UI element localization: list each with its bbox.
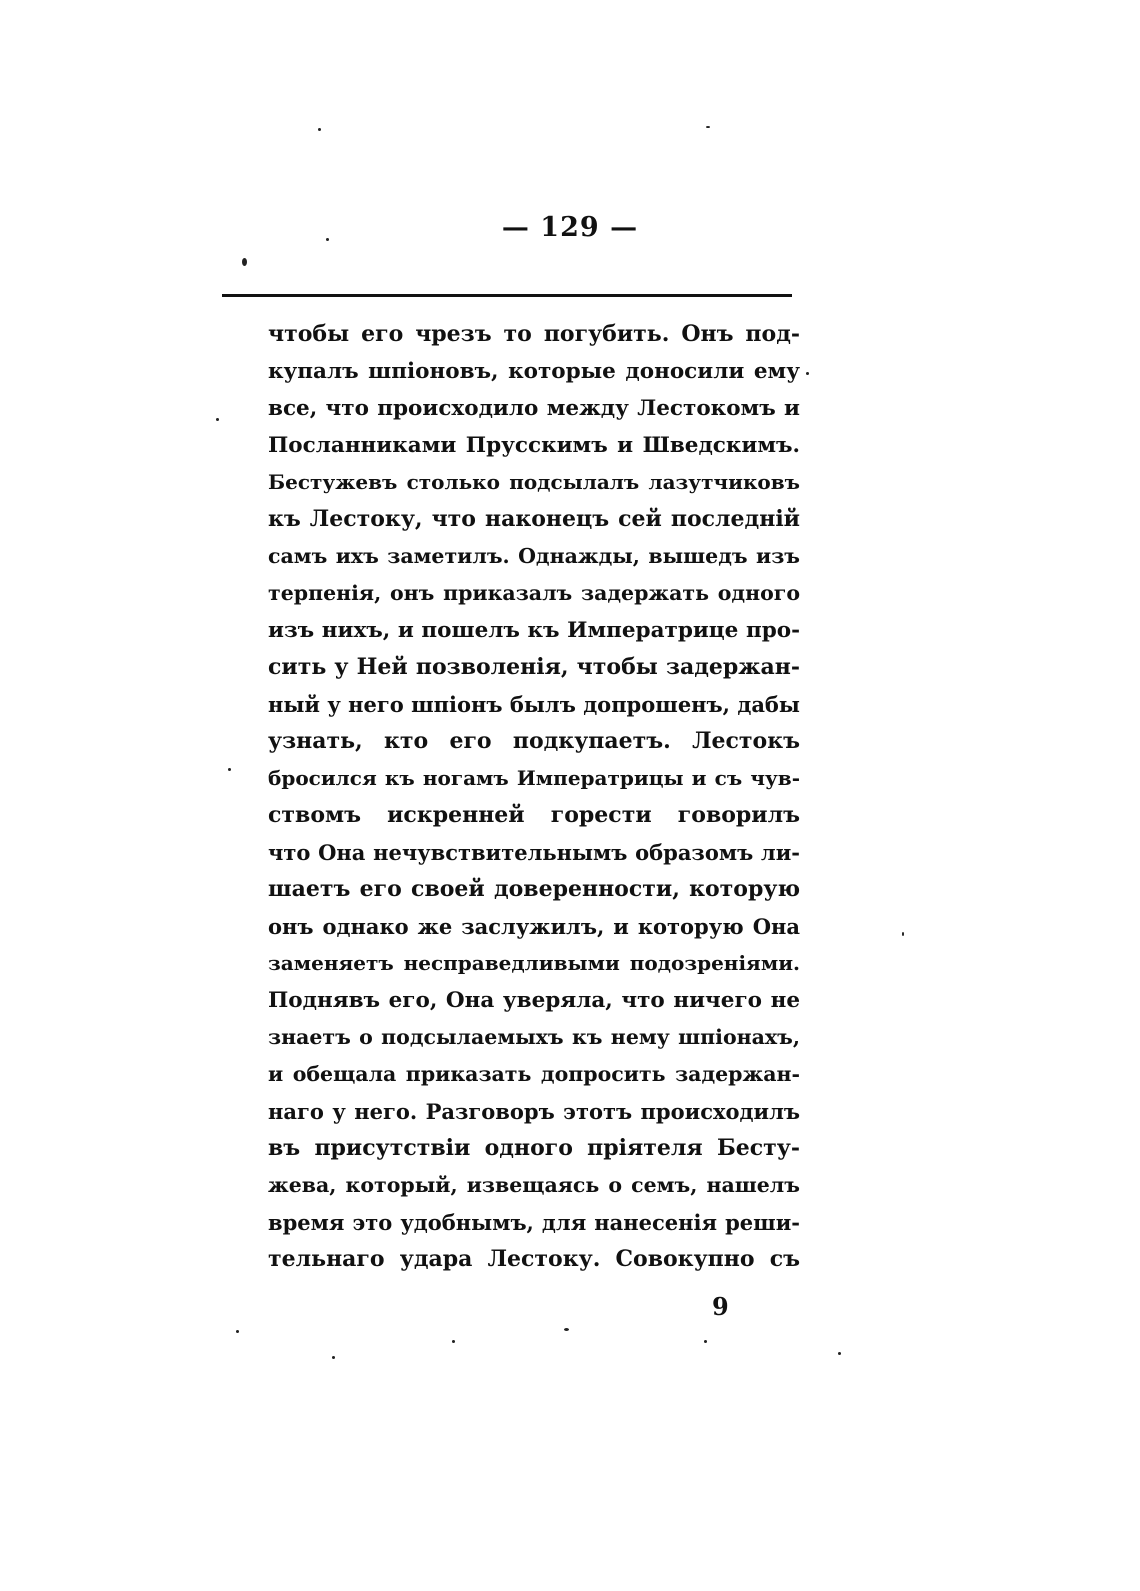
- text-line: терпенія, онъ приказалъ задержать одного: [268, 581, 800, 605]
- text-line: купалъ шпіоновъ, которые доносили ему: [268, 359, 800, 384]
- scan-speck: [228, 768, 231, 771]
- scan-speck: [564, 1328, 569, 1331]
- scan-speck: [216, 418, 219, 421]
- text-line: наго у него. Разговоръ этотъ происходилъ: [268, 1099, 800, 1124]
- text-line: самъ ихъ заметилъ. Однажды, вышедъ изъ: [268, 544, 800, 568]
- text-line: Поднявъ его, Она уверяла, что ничего не: [268, 988, 800, 1013]
- scan-speck: [318, 128, 321, 131]
- text-line: что Она нечувствительнымъ образомъ ли-: [268, 840, 800, 865]
- scan-speck: [902, 932, 904, 936]
- text-line: изъ нихъ, и пошелъ къ Императрице про-: [268, 618, 800, 643]
- header-rule: [222, 294, 792, 297]
- scan-speck: [242, 258, 247, 266]
- text-line: ный у него шпіонъ былъ допрошенъ, дабы: [268, 692, 800, 717]
- text-line: узнать, кто его подкупаетъ. Лестокъ: [268, 728, 800, 754]
- text-line: знаетъ о подсылаемыхъ къ нему шпіонахъ,: [268, 1025, 800, 1049]
- text-line: къ Лестоку, что наконецъ сей последній: [268, 506, 800, 532]
- text-line: сить у Ней позволенія, чтобы задержан-: [268, 654, 800, 680]
- scan-speck: [326, 238, 329, 241]
- signature-mark: 9: [712, 1292, 729, 1321]
- scan-speck: [806, 372, 809, 375]
- text-line: чтобы его чрезъ то погубить. Онъ под-: [268, 321, 800, 347]
- scan-speck: [332, 1356, 335, 1359]
- text-line: время это удобнымъ, для нанесенія реши-: [268, 1210, 800, 1235]
- text-line: Посланниками Прусскимъ и Шведскимъ.: [268, 433, 800, 458]
- scan-speck: [706, 126, 710, 128]
- scan-speck: [838, 1352, 841, 1355]
- text-line: онъ однако же заслужилъ, и которую Она: [268, 914, 800, 939]
- page-number-header: — 129 —: [501, 212, 639, 243]
- text-line: въ присутствіи одного пріятеля Бесту-: [268, 1135, 800, 1161]
- text-line: и обещала приказать допросить задержан-: [268, 1062, 800, 1086]
- text-line: шаетъ его своей доверенности, которую: [268, 876, 800, 902]
- scan-speck: [704, 1340, 707, 1343]
- text-line: заменяетъ несправедливыми подозреніями.: [268, 951, 800, 975]
- text-line: все, что происходило между Лестокомъ и: [268, 396, 800, 421]
- text-line: ствомъ искренней горести говорилъ: [268, 802, 800, 828]
- text-line: Бестужевъ столько подсылалъ лазутчиковъ: [268, 470, 800, 494]
- text-line: жева, который, извещаясь о семъ, нашелъ: [268, 1173, 800, 1197]
- body-text: [268, 316, 800, 1278]
- scan-speck: [236, 1330, 239, 1333]
- text-line: бросился къ ногамъ Императрицы и съ чув-: [268, 766, 800, 790]
- scan-speck: [452, 1340, 455, 1343]
- text-line: тельнаго удара Лестоку. Совокупно съ: [268, 1246, 800, 1272]
